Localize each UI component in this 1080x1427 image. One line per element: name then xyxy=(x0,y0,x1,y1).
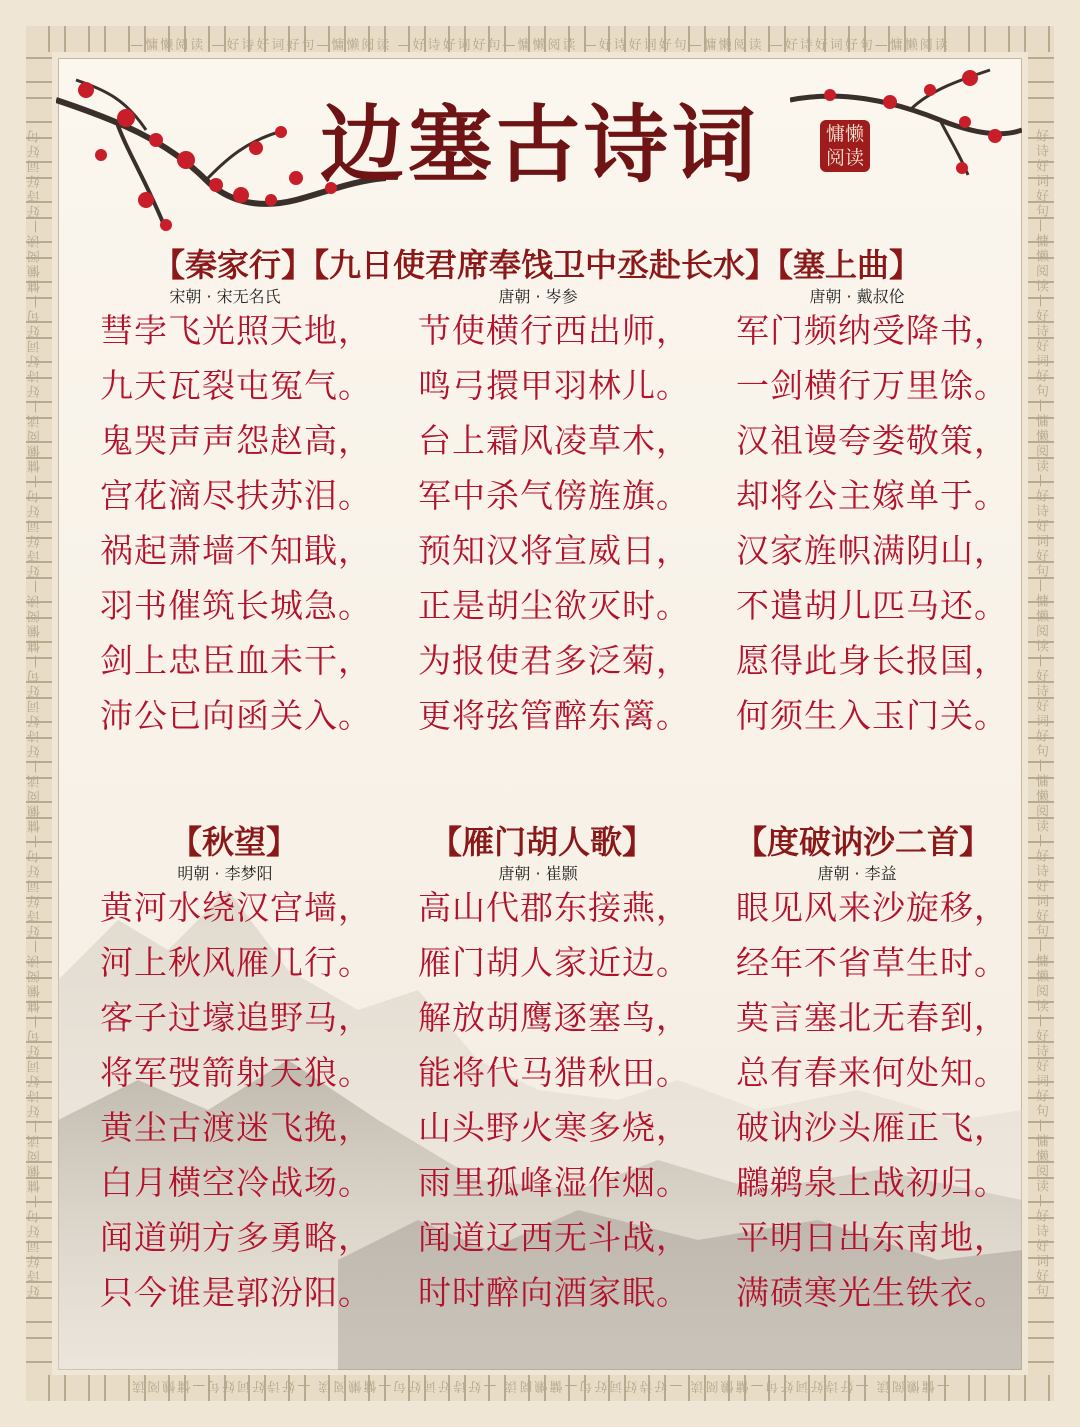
border-caption-right: 好诗好词好句—慵懒阅读—好诗好词好句—慵懒阅读—好诗好词好句—慵懒阅读—好诗好词好句—慵懒阅读—好诗好词好句—慵懒阅读—好诗好词好句—慵懒阅读—好诗好词好句 xyxy=(1033,128,1048,1299)
poem-line: 高山代郡东接燕， xyxy=(418,888,690,927)
border-caption-top: —慵懒阅读 —好诗好词好句—慵懒阅读 —好诗好词好句—慵懒阅读 —好诗好词好句—慵懒阅读 —好诗好词好句—慵懒阅读 xyxy=(130,38,950,53)
poem-line: 山头野火寒多烧， xyxy=(418,1108,690,1147)
poem-line: 鸊鹈泉上战初归。 xyxy=(736,1163,1008,1202)
poem-line: 却将公主嫁单于。 xyxy=(736,476,1008,515)
poem-line: 不遣胡儿匹马还。 xyxy=(736,586,1008,625)
poem-author: 唐朝 · 崔颢 xyxy=(498,864,578,883)
poem-line: 白月横空冷战场。 xyxy=(100,1163,372,1202)
poem-line: 客子过壕追野马， xyxy=(100,998,372,1037)
seal-stamp xyxy=(820,120,870,172)
poem-line: 宫花滴尽扶苏泪。 xyxy=(100,476,372,515)
poem-line: 鸣弓擐甲羽林儿。 xyxy=(418,366,690,405)
seal-text-top: 慵懒 xyxy=(825,123,864,145)
poem-title: 【秋望】 xyxy=(170,823,299,861)
poem-line: 满碛寒光生铁衣。 xyxy=(736,1273,1008,1312)
poem-line: 鬼哭声声怨赵高， xyxy=(100,421,372,460)
poem-line: 闻道辽西无斗战， xyxy=(418,1218,690,1257)
poem-line: 河上秋风雁几行。 xyxy=(100,943,372,982)
poem-body xyxy=(100,303,390,743)
poem-line: 总有春来何处知。 xyxy=(736,1053,1008,1092)
poem-title: 【度破讷沙二首】 xyxy=(735,823,992,861)
poem-author: 唐朝 · 戴叔伦 xyxy=(809,287,905,306)
poem-line: 黄河水绕汉宫墙， xyxy=(100,888,372,927)
poem-titles-row-1: 【秦家行】【九日使君席奉饯卫中丞赴长水】【塞上曲】 xyxy=(153,246,922,284)
poem-line: 汉祖谩夸娄敬策， xyxy=(736,421,1008,460)
poem-line: 黄尘古渡迷飞挽， xyxy=(100,1108,372,1147)
poem-line: 更将弦管醉东篱。 xyxy=(418,696,690,735)
poem-line: 破讷沙头雁正飞， xyxy=(736,1108,1008,1147)
seal-text-bottom: 阅读 xyxy=(825,147,864,169)
poem-line: 为报使君多泛菊， xyxy=(418,641,690,680)
poem-line: 闻道朔方多勇略， xyxy=(100,1218,372,1257)
border-caption-left: 好诗好词好句—慵懒阅读—好诗好词好句—慵懒阅读—好诗好词好句—慵懒阅读—好诗好词好句—慵懒阅读—好诗好词好句—慵懒阅读—好诗好词好句—慵懒阅读—好诗好词好句 xyxy=(28,128,43,1299)
poem-line: 雨里孤峰湿作烟。 xyxy=(418,1163,690,1202)
poem-body xyxy=(736,880,1026,1320)
poem-line: 羽书催筑长城急。 xyxy=(100,586,372,625)
border-caption-bottom: —慵懒阅读 —好诗好词好句—慵懒阅读 —好诗好词好句—慵懒阅读 —好诗好词好句—慵懒阅读 —好诗好词好句—慵懒阅读 xyxy=(130,1378,950,1393)
poem-line: 时时醉向酒家眠。 xyxy=(418,1273,690,1312)
poem-body xyxy=(418,880,708,1320)
poem-line: 节使横行西出师， xyxy=(418,311,690,350)
page-title: 边塞古诗词 xyxy=(319,95,760,194)
poem-title: 【雁门胡人歌】 xyxy=(430,823,655,861)
poem-line: 沛公已向函关入。 xyxy=(100,696,372,735)
poem-line: 正是胡尘欲灭时。 xyxy=(418,586,690,625)
poem-line: 祸起萧墙不知戢， xyxy=(100,531,372,570)
poem-body xyxy=(418,303,708,743)
poem-line: 汉家旌帜满阴山， xyxy=(736,531,1008,570)
poem-line: 雁门胡人家近边。 xyxy=(418,943,690,982)
poem-line: 军中杀气傍旌旗。 xyxy=(418,476,690,515)
poem-line: 军门频纳受降书， xyxy=(736,311,1008,350)
poem-author: 明朝 · 李梦阳 xyxy=(177,864,273,883)
poem-line: 何须生入玉门关。 xyxy=(736,696,1008,735)
poem-author: 宋朝 · 宋无名氏 xyxy=(169,287,281,306)
poem-line: 平明日出东南地， xyxy=(736,1218,1008,1257)
poem-body xyxy=(736,303,1026,743)
poem-line: 将军弢箭射天狼。 xyxy=(100,1053,372,1092)
poem-line: 九天瓦裂屯冤气。 xyxy=(100,366,372,405)
poem-line: 彗孛飞光照天地， xyxy=(100,311,372,350)
poem-line: 只今谁是郭汾阳。 xyxy=(100,1273,372,1312)
poem-line: 台上霜风凌草木， xyxy=(418,421,690,460)
poem-line: 剑上忠臣血未干， xyxy=(100,641,372,680)
poem-author: 唐朝 · 岑参 xyxy=(498,287,578,306)
poem-line: 解放胡鹰逐塞鸟， xyxy=(418,998,690,1037)
poem-line: 眼见风来沙旋移， xyxy=(736,888,1008,927)
poem-line: 莫言塞北无春到， xyxy=(736,998,1008,1037)
poem-line: 一剑横行万里馀。 xyxy=(736,366,1008,405)
poem-line: 能将代马猎秋田。 xyxy=(418,1053,690,1092)
poem-line: 经年不省草生时。 xyxy=(736,943,1008,982)
poem-body xyxy=(100,880,390,1320)
poem-line: 预知汉将宣威日， xyxy=(418,531,690,570)
poem-line: 愿得此身长报国， xyxy=(736,641,1008,680)
poem-author: 唐朝 · 李益 xyxy=(817,864,897,883)
